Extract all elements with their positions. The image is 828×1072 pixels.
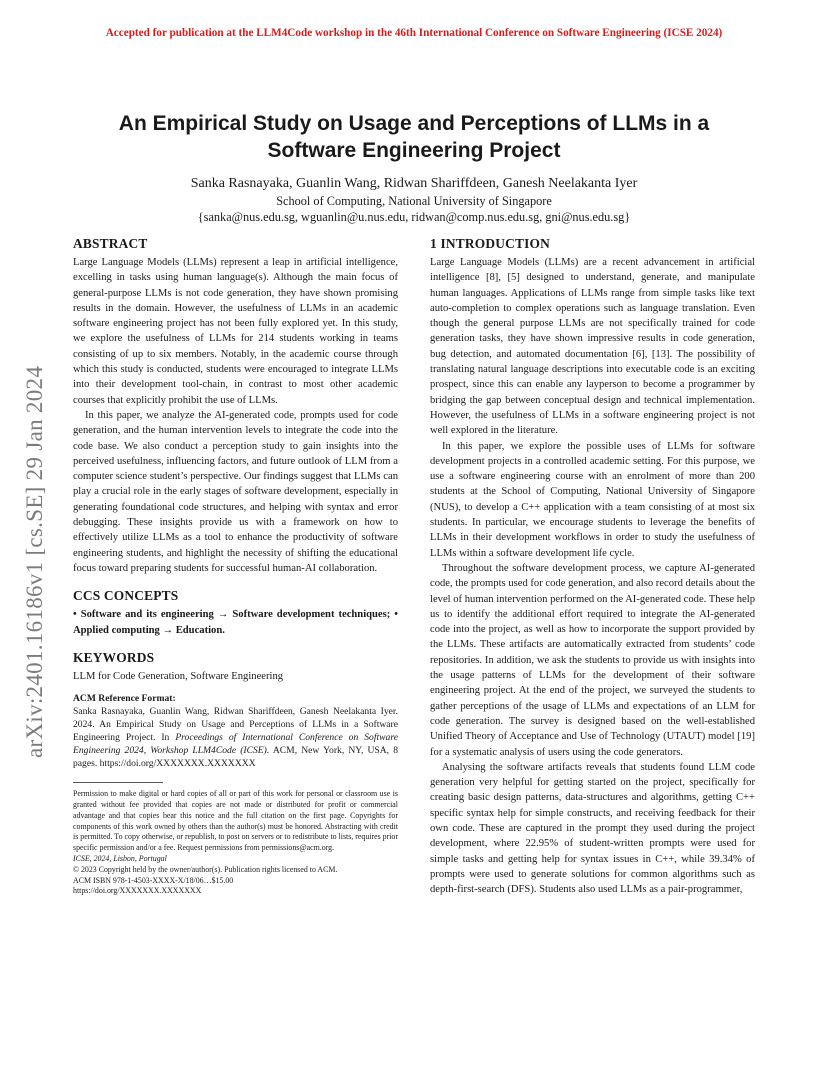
acm-reference-text (73, 705, 398, 770)
acm-reference-venue: Proceedings of International Conference on Software Engineering 2024, Workshop LLM4Code (ICSE). (73, 732, 398, 757)
acceptance-banner: Accepted for publication at the LLM4Code workshop in the 46th International Conference on Software Engineering (ICSE 2024) (105, 27, 723, 39)
introduction-heading: 1 INTRODUCTION (430, 236, 550, 251)
paper-title: An Empirical Study on Usage and Perceptions of LLMs in a Software Engineering Project (118, 112, 710, 162)
acm-reference-part2: ACM, New York, NY, USA, 8 pages. https://doi.org/XXXXXXX.XXXXXXX (73, 745, 398, 770)
keywords-heading: KEYWORDS (73, 649, 155, 665)
intro-paragraph-3: Throughout the software development process, we capture AI-generated code, the prompts used for code generation, and also record details about the level of human intervention performed on the AI-generated code. These help us to identify the additional effort required to integrate the AI-generated code into the project, as well as how to incorporate the support provided by the LLMs. These artifacts are automatically extracted from students’ code repositories. In addition, we ask the students to provide us with insights into the usage patterns of LLMs for the development of their software engineering project. At the end of the project, we surveyed the students to gather perceptions of the usage of LLMs and expectations of an LLM for code generation. The survey is designed based on the well-established Unified Theory of Acceptance and Use of Technology (UTAUT) model [19] for a systematic analysis of users using the code generators. (430, 562, 755, 758)
doi-line: https://doi.org/XXXXXXX.XXXXXXX (73, 886, 202, 896)
right-column (430, 236, 755, 897)
left-column (73, 236, 398, 897)
intro-paragraph-2: In this paper, we explore the possible uses of LLMs for software development projects in a controlled academic setting. For this purpose, we use a software engineering course with an enrolment of more than 200 students at the School of Computing, National University of Singapore (NUS), to develop a C++ application with a team consisting of at most six students. In particular, we encourage students to leverage the benefits of LLMs in their development workflows in order to study the usefulness of LLMs within a software development life cycle. (430, 440, 755, 559)
intro-paragraph-4: Analysing the software artifacts reveals that students found LLM code generation very helpful for getting started on the project, specifically for creating basic design patterns, data-structures and algorithms, getting C++ specific syntax help for simple constructs, and receiving feedback for their own code. These are captured in the prompt they used during the project development, where 22.95% of student-written prompts were used for simple tasks and getting help for syntax issues in C++, while 39.34% of prompts were used to generate solutions for common algorithms such as depth-first-search (DFS). Students also used LLMs as a pair-programmer, (430, 761, 755, 896)
conference-info-text: ICSE, 2024, Lisbon, Portugal (73, 853, 167, 863)
abstract-heading: ABSTRACT (73, 236, 148, 251)
affiliation: School of Computing, National University of Singapore (276, 194, 552, 208)
conference-info (73, 854, 398, 865)
ccs-heading: CCS CONCEPTS (73, 588, 179, 604)
copyright-line: © 2023 Copyright held by the owner/author(s). Publication rights licensed to ACM. (73, 864, 338, 874)
isbn-line: ACM ISBN 978-1-4503-XXXX-X/18/06…$15.00 (73, 875, 234, 885)
ccs-text: • Software and its engineering → Software development techniques; • Applied computing → Education. (73, 609, 398, 636)
keywords-text: LLM for Code Generation, Software Engineering (73, 670, 284, 682)
footnote-divider (73, 782, 163, 783)
acm-reference-heading: ACM Reference Format: (73, 693, 176, 705)
acm-reference-part1: Sanka Rasnayaka, Guanlin Wang, Ridwan Shariffdeen, Ganesh Neelakanta Iyer. 2024. An Empirical Study on Usage and Perceptions of LLMs in a Software Engineering Project. In (73, 706, 398, 744)
abstract-paragraph-2: In this paper, we analyze the AI-generated code, prompts used for code generation, and the human intervention levels to integrate the code into the code base. We also conduct a perception study to gain insights into the perceived usefulness, influencing factors, and future outlook of LLM from a computer science student’s perspective. Our findings suggest that LLMs can play a crucial role in the early stages of software development, especially in generating foundational code structures, and helping with syntax and error debugging. These insights provide us with a framework on how to effectively utilize LLMs as a tool to enhance the productivity of software engineering students, and highlight the necessity of shifting the educational focus toward preparing students for successful human-AI collaboration. (73, 409, 398, 574)
abstract-paragraph-1: Large Language Models (LLMs) represent a leap in artificial intelligence, excelling in tasks using human language(s). Although the main focus of general-purpose LLMs is not code generation, they have shown promising results in the domain. However, the usefulness of LLMs in an academic software engineering project has not been fully explored yet. In this study, we explore the usefulness of LLMs for 214 students working in teams consisting of up to six members. Notably, in the academic course through which this study is conducted, students were encouraged to integrate LLMs into their development tool-chain, in contrast to most other academic courses that explicitly prohibit the use of LLMs. (73, 257, 398, 406)
permission-notice: Permission to make digital or hard copies of all or part of this work for personal or classroom use is granted without fee provided that copies are not made or distributed for profit or commercial advantage and that copies bear this notice and the full citation on the first page. Copyrights for components of this work owned by others than the author(s) must be honored. Abstracting with credit is permitted. To copy otherwise, or republish, to post on servers or to redistribute to lists, requires prior specific permission and/or a fee. Request permissions from permissions@acm.org. (73, 789, 398, 853)
author-emails: {sanka@nus.edu.sg, wguanlin@u.nus.edu, ridwan@comp.nus.edu.sg, gni@nus.edu.sg} (197, 209, 631, 224)
affiliation-block (80, 194, 748, 225)
arxiv-identifier: arXiv:2401.16186v1 [cs.SE] 29 Jan 2024 (22, 365, 47, 758)
intro-paragraph-1: Large Language Models (LLMs) are a recent advancement in artificial intelligence [8], [5] designed to understand, generate, and manipulate human languages. Applications of LLMs range from simple tasks like text auto-completion to complex operations such as language translation. Even though the general purpose LLMs are not specifically trained for code generation tasks, they have shown impressive results in code generation, bug detection, and automated documentation [6], [13]. The possibility of translating natural language descriptions into executable code is an exciting prospect, since this can enable any layperson to become a programmer by bridging the gap between conceptual design and technical implementation. However, the usefulness of LLMs in a software engineering project is not well explored in the literature. (430, 257, 755, 437)
author-list: Sanka Rasnayaka, Guanlin Wang, Ridwan Shariffdeen, Ganesh Neelakanta Iyer (190, 176, 638, 191)
